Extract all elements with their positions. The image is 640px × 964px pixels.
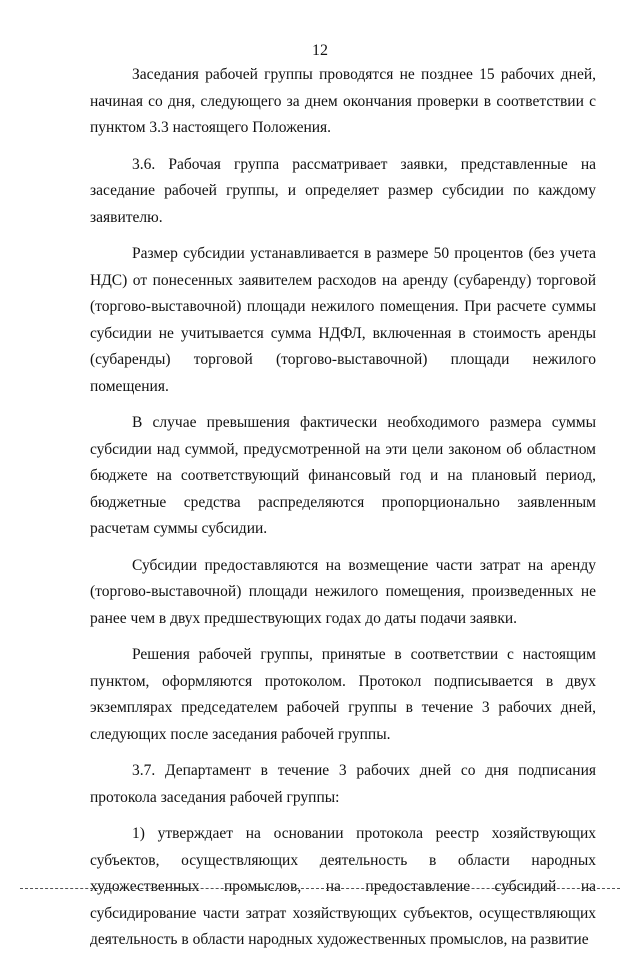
page-bottom-edge [20,888,620,889]
paragraph-meeting-deadline: Заседания рабочей группы проводятся не позднее 15 рабочих дней, начиная со дня, следующего за днем окончания проверки в соответствии с пунктом 3.3 настоящего Положения. [90,66,596,136]
paragraph-subsidy-amount: Размер субсидии устанавливается в размере 50 процентов (без учета НДС) от понесенных заявителем расходов на аренду (субаренду) торговой (торгово-выставочной) площади нежилого помещения. При расчете суммы субсидии не учитывается сумма НДФЛ, включенная в стоимость аренды (субаренды) торговой (торгово-выставочной) площади нежилого помещения. [90,245,596,395]
paragraph-subsidy-purpose: Субсидии предоставляются на возмещение части затрат на аренду (торгово-выставочной) площади нежилого помещения, произведенных не ранее чем в двух предшествующих годах до даты подачи заявки. [90,556,596,627]
paragraph-budget-excess: В случае превышения фактически необходимого размера суммы субсидии над суммой, предусмотренной на эти цели законом об областном бюджете на соответствующий финансовый год и на плановый период, бюджетные средства распределяются пропорционально заявленным расчетам суммы субсидии. [90,414,596,537]
document-body [90,62,596,964]
page-number: 12 [312,42,328,59]
paragraph-3-6: 3.6. Рабочая группа рассматривает заявки, представленные на заседание рабочей группы, и определяет размер субсидии по каждому заявителю. [90,155,596,226]
paragraph-decisions-protocol: Решения рабочей группы, принятые в соответствии с настоящим пунктом, оформляются протоколом. Протокол подписывается в двух экземплярах председателем рабочей группы в течение 3 рабочих дней, следующих после заседания рабочей группы. [90,646,596,743]
paragraph-item-1: 1) утверждает на основании протокола реестр хозяйствующих субъектов, осуществляющих деятельность в области народных художественных промыслов, на предоставление субсидий на субсидирование части затрат хозяйствующих субъектов, осуществляющих деятельность в области народных художественных промыслов, на развитие [90,825,596,948]
paragraph-3-7: 3.7. Департамент в течение 3 рабочих дней со дня подписания протокола заседания рабочей группы: [90,762,596,806]
